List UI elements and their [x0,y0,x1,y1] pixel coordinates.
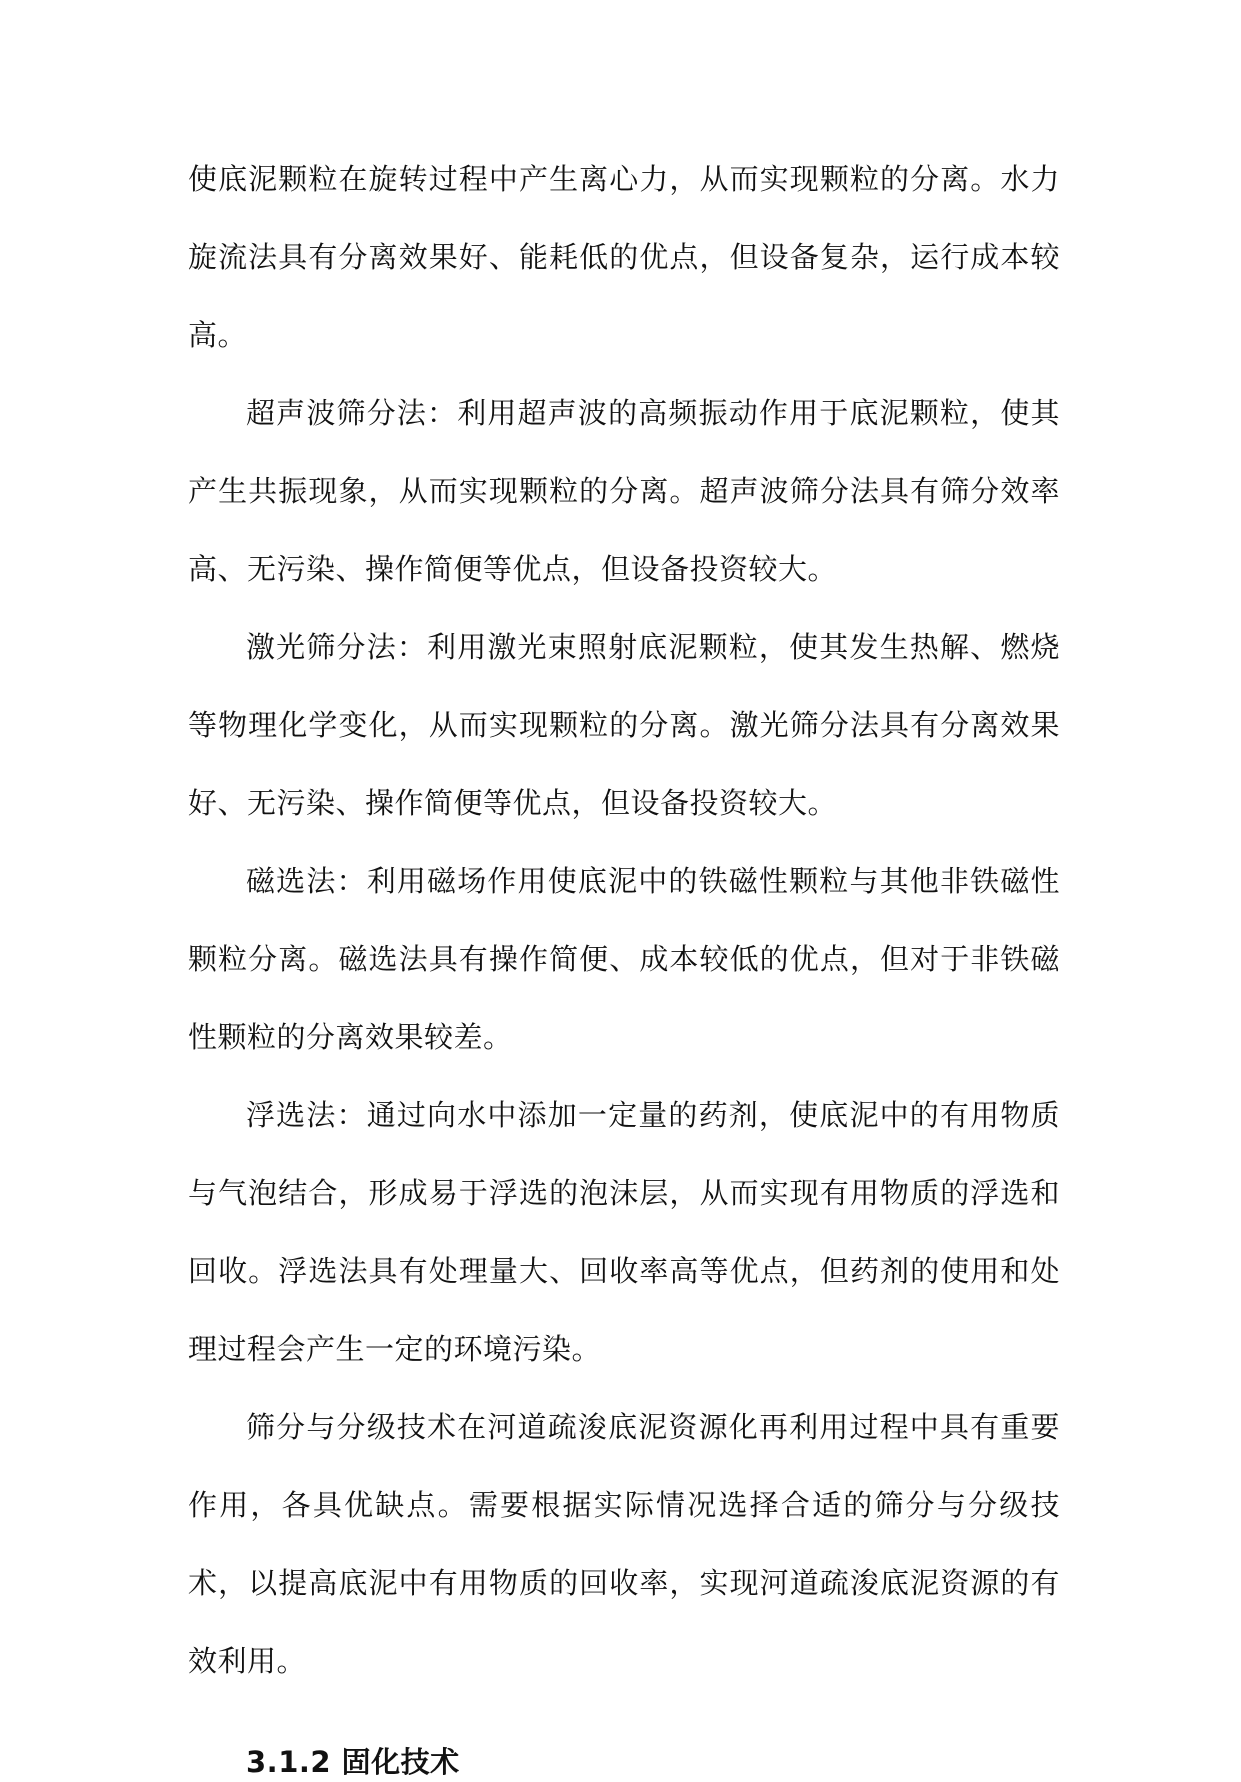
paragraph-hydrocyclone-continued: 使底泥颗粒在旋转过程中产生离心力，从而实现颗粒的分离。水力旋流法具有分离效果好、能耗低的优点，但设备复杂，运行成本较高。 [188,162,1060,352]
paragraph-laser-screening: 激光筛分法：利用激光束照射底泥颗粒，使其发生热解、燃烧等物理化学变化，从而实现颗粒的分离。激光筛分法具有分离效果好、无污染、操作简便等优点，但设备投资较大。 [188,630,1060,820]
paragraph-magnetic-separation: 磁选法：利用磁场作用使底泥中的铁磁性颗粒与其他非铁磁性颗粒分离。磁选法具有操作简便、成本较低的优点，但对于非铁磁性颗粒的分离效果较差。 [188,864,1060,1054]
paragraph-summary: 筛分与分级技术在河道疏浚底泥资源化再利用过程中具有重要作用，各具优缺点。需要根据实际情况选择合适的筛分与分级技术，以提高底泥中有用物质的回收率，实现河道疏浚底泥资源的有效利用。 [188,1410,1060,1678]
section-heading: 3.1.2 固化技术 [246,1745,460,1779]
paragraph-flotation: 浮选法：通过向水中添加一定量的药剂，使底泥中的有用物质与气泡结合，形成易于浮选的泡沫层，从而实现有用物质的浮选和回收。浮选法具有处理量大、回收率高等优点，但药剂的使用和处理过程会产生一定的环境污染。 [188,1098,1060,1366]
document-page [188,140,1060,1782]
paragraph-ultrasonic-screening: 超声波筛分法：利用超声波的高频振动作用于底泥颗粒，使其产生共振现象，从而实现颗粒的分离。超声波筛分法具有筛分效率高、无污染、操作简便等优点，但设备投资较大。 [188,396,1060,586]
